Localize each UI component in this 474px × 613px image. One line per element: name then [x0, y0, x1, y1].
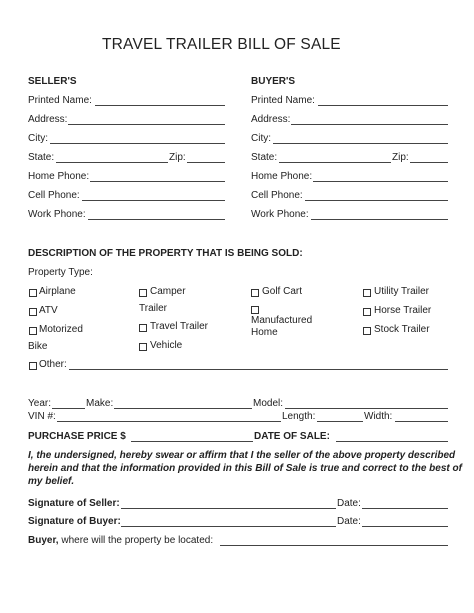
camper-trailer-checkbox[interactable] [139, 289, 147, 297]
airplane-label: Airplane [39, 286, 76, 297]
vin-label: VIN #: [28, 411, 56, 422]
buyer-work-phone-label: Work Phone: [251, 209, 309, 220]
manufactured-home-checkbox[interactable] [251, 306, 259, 314]
airplane-checkbox[interactable] [29, 289, 37, 297]
property-location-field[interactable] [220, 545, 448, 546]
vehicle-checkbox[interactable] [139, 343, 147, 351]
seller-printed-name-label: Printed Name: [28, 95, 92, 106]
buyer-city-label: City: [251, 133, 271, 144]
seller-zip-label: Zip: [169, 152, 186, 163]
manufactured-home-label-line1: Manufactured [251, 315, 313, 326]
make-field[interactable] [114, 408, 252, 409]
buyer-work-phone-field[interactable] [311, 219, 448, 220]
atv-checkbox[interactable] [29, 308, 37, 316]
seller-heading: SELLER'S [28, 76, 77, 87]
date-of-sale-field[interactable] [336, 441, 448, 442]
seller-signature-field[interactable] [121, 508, 336, 509]
seller-state-label: State: [28, 152, 55, 163]
length-label: Length: [282, 411, 316, 422]
seller-address-field[interactable] [68, 124, 225, 125]
stock-trailer-checkbox[interactable] [363, 327, 371, 335]
buyer-signature-date-field[interactable] [362, 526, 448, 527]
seller-city-label: City: [28, 133, 48, 144]
buyer-signature-date-label: Date: [337, 516, 361, 527]
buyer-state-label: State: [251, 152, 278, 163]
motorized-bike-label-line1: Motorized [39, 324, 83, 335]
property-location-label [28, 535, 213, 547]
affirmation-line-1: I, the undersigned, hereby swear or affirm that I the seller of the above property described [28, 450, 456, 461]
vehicle-label: Vehicle [150, 340, 183, 351]
golf-cart-checkbox[interactable] [251, 289, 259, 297]
camper-trailer-label-line2: Trailer [139, 303, 167, 314]
seller-signature-date-field[interactable] [362, 508, 448, 509]
seller-signature-label: Signature of Seller: [28, 498, 120, 509]
seller-cell-phone-label: Cell Phone: [28, 190, 80, 201]
stock-trailer-label: Stock Trailer [374, 324, 430, 335]
travel-trailer-checkbox[interactable] [139, 324, 147, 332]
motorized-bike-label-line2: Bike [28, 341, 48, 352]
buyer-state-field[interactable] [279, 162, 391, 163]
make-label: Make: [86, 398, 114, 409]
purchase-price-field[interactable] [131, 441, 253, 442]
other-label: Other: [39, 359, 67, 370]
buyer-zip-label: Zip: [392, 152, 409, 163]
width-label: Width: [364, 411, 393, 422]
property-location-label-question: where will the property be located: [58, 535, 214, 546]
buyer-printed-name-label: Printed Name: [251, 95, 315, 106]
seller-city-field[interactable] [50, 143, 225, 144]
seller-work-phone-label: Work Phone: [28, 209, 86, 220]
seller-zip-field[interactable] [187, 162, 225, 163]
motorized-bike-checkbox[interactable] [29, 327, 37, 335]
seller-printed-name-field[interactable] [95, 105, 225, 106]
description-heading: DESCRIPTION OF THE PROPERTY THAT IS BEING SOLD: [28, 248, 303, 259]
utility-trailer-checkbox[interactable] [363, 289, 371, 297]
buyer-address-label: Address: [251, 114, 291, 125]
vin-field[interactable] [57, 421, 281, 422]
buyer-cell-phone-label: Cell Phone: [251, 190, 303, 201]
buyer-printed-name-field[interactable] [318, 105, 448, 106]
travel-trailer-label: Travel Trailer [150, 321, 208, 332]
camper-trailer-label-line1: Camper [150, 286, 186, 297]
seller-address-label: Address: [28, 114, 68, 125]
seller-work-phone-field[interactable] [88, 219, 225, 220]
atv-label: ATV [39, 305, 58, 316]
affirmation-line-3: my belief. [28, 476, 75, 487]
purchase-price-label: PURCHASE PRICE $ [28, 431, 126, 442]
buyer-city-field[interactable] [273, 143, 448, 144]
year-label: Year: [28, 398, 51, 409]
buyer-signature-field[interactable] [121, 526, 336, 527]
date-of-sale-label: DATE OF SALE: [254, 431, 330, 442]
property-type-label: Property Type: [28, 267, 93, 278]
seller-home-phone-label: Home Phone: [28, 171, 90, 182]
model-label: Model: [253, 398, 284, 409]
model-field[interactable] [285, 408, 448, 409]
buyer-address-field[interactable] [291, 124, 448, 125]
buyer-zip-field[interactable] [410, 162, 448, 163]
property-location-label-buyer: Buyer, [28, 535, 59, 546]
other-checkbox[interactable] [29, 362, 37, 370]
horse-trailer-checkbox[interactable] [363, 308, 371, 316]
buyer-heading: BUYER'S [251, 76, 296, 87]
buyer-signature-label: Signature of Buyer: [28, 516, 121, 527]
seller-signature-date-label: Date: [337, 498, 361, 509]
seller-state-field[interactable] [56, 162, 168, 163]
utility-trailer-label: Utility Trailer [374, 286, 430, 297]
width-field[interactable] [395, 421, 448, 422]
buyer-cell-phone-field[interactable] [305, 200, 448, 201]
horse-trailer-label: Horse Trailer [374, 305, 432, 316]
length-field[interactable] [317, 421, 363, 422]
page-title: TRAVEL TRAILER BILL OF SALE [102, 36, 341, 53]
seller-home-phone-field[interactable] [90, 181, 225, 182]
seller-cell-phone-field[interactable] [82, 200, 225, 201]
manufactured-home-label-line2: Home [251, 327, 278, 338]
golf-cart-label: Golf Cart [262, 286, 303, 297]
buyer-home-phone-field[interactable] [313, 181, 448, 182]
affirmation-line-2: herein and that the information provided in this Bill of Sale is true and correct to the best of [28, 463, 462, 474]
buyer-home-phone-label: Home Phone: [251, 171, 313, 182]
other-field[interactable] [69, 369, 448, 370]
year-field[interactable] [52, 408, 85, 409]
